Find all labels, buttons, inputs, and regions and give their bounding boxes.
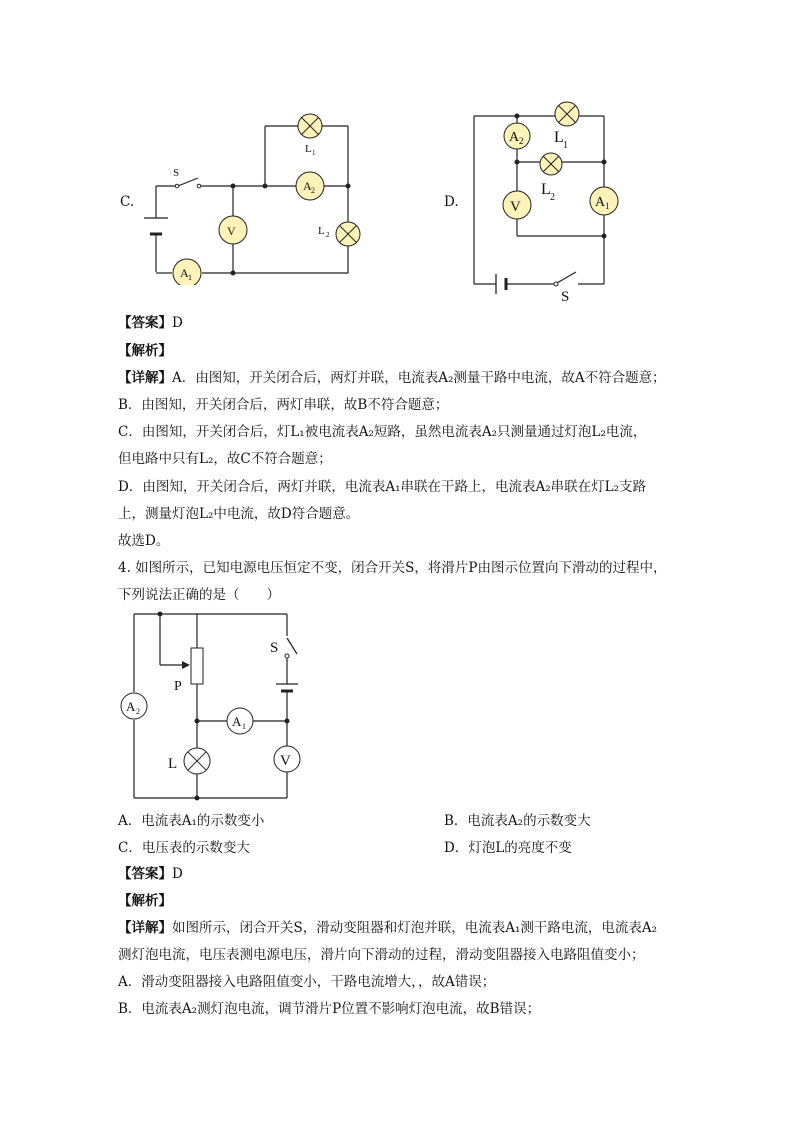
svg-text:V: V <box>510 199 521 215</box>
svg-text:V: V <box>227 224 236 238</box>
svg-text:A: A <box>180 266 189 280</box>
switch-label: S <box>561 289 570 305</box>
svg-text:1: 1 <box>312 149 316 157</box>
svg-text:1: 1 <box>563 140 568 151</box>
q3-conclusion: 故选D。 <box>118 533 170 549</box>
slider-p-label: P <box>174 679 182 694</box>
svg-text:L: L <box>318 225 325 237</box>
q4-detail-line-4: B．电流表A₂测灯泡电流，调节滑片P位置不影响灯泡电流，故B错误； <box>118 1001 541 1017</box>
q4-option-d: D．灯泡L的亮度不变 <box>444 840 572 856</box>
q3-detail-line-4: 但电路中只有L₂，故C不符合题意； <box>118 451 332 467</box>
option-d-label: D. <box>444 194 459 210</box>
svg-text:2: 2 <box>311 186 315 195</box>
q4-option-a: A．电流表A₁的示数变小 <box>118 813 265 829</box>
svg-text:A: A <box>509 130 520 145</box>
q3-answer: 【答案】D <box>118 315 183 331</box>
svg-text:L: L <box>305 143 312 155</box>
svg-text:L: L <box>168 756 178 772</box>
svg-text:V: V <box>280 753 291 769</box>
svg-text:1: 1 <box>605 201 610 211</box>
rheostat <box>191 648 203 684</box>
q3-detail-line-6: 上，测量灯泡L₂中电流，故D符合题意。 <box>118 506 360 522</box>
svg-text:A: A <box>303 179 312 193</box>
circuit-diagram-c <box>140 110 370 285</box>
svg-text:L: L <box>541 181 551 198</box>
q4-detail-line-2: 测灯泡电流，电压表测电源电压，滑片向下滑动的过程，滑动变阻器接入电路阻值变小； <box>118 947 645 963</box>
svg-text:2: 2 <box>326 231 330 239</box>
svg-text:1: 1 <box>242 722 246 731</box>
q4-answer: 【答案】D <box>118 866 183 882</box>
q4-detail-line-1: 【详解】如图所示，闭合开关S，滑动变阻器和灯泡并联，电流表A₁测干路电流，电流表A₂ <box>118 920 658 936</box>
q3-detail-line-2: B．由图知，开关闭合后，两灯串联，故B不符合题意； <box>118 397 449 413</box>
circuit-diagram-d <box>462 96 622 306</box>
q4-stem-line-2: 下列说法正确的是（ ） <box>118 587 280 603</box>
q3-detail-line-5: D．由图知，开关闭合后，两灯并联，电流表A₁串联在干路上，电流表A₂串联在灯L₂支路 <box>118 479 647 495</box>
q3-analysis-tag: 【解析】 <box>118 343 172 359</box>
q4-option-c: C．电压表的示数变大 <box>118 840 250 856</box>
option-c-label: C. <box>120 194 135 210</box>
svg-text:2: 2 <box>136 707 140 716</box>
svg-text:A: A <box>126 699 136 714</box>
q4-detail-line-3: A．滑动变阻器接入电路阻值变小，干路电流增大，，故A错误； <box>118 974 496 990</box>
switch-label: S <box>173 167 180 179</box>
svg-text:2: 2 <box>550 192 555 203</box>
q4-analysis-tag: 【解析】 <box>118 893 172 909</box>
svg-text:2: 2 <box>519 136 524 146</box>
switch-label: S <box>270 640 279 656</box>
svg-text:A: A <box>595 195 606 210</box>
q3-detail-line-1: 【详解】A．由图知，开关闭合后，两灯并联，电流表A₂测量干路中电流，故A不符合题意； <box>118 370 666 386</box>
q3-detail-line-3: C．由图知，开关闭合后，灯L₁被电流表A₂短路，虽然电流表A₂只测量通过灯泡L₂电流， <box>118 424 647 440</box>
svg-text:L: L <box>554 129 564 146</box>
q4-option-b: B．电流表A₂的示数变大 <box>444 813 591 829</box>
svg-text:A: A <box>232 714 242 729</box>
circuit-diagram-q4 <box>112 608 317 803</box>
q4-stem-line-1: 4. 如图所示，已知电源电压恒定不变，闭合开关S，将滑片P由图示位置向下滑动的过程中， <box>118 560 667 576</box>
svg-text:1: 1 <box>188 273 192 282</box>
